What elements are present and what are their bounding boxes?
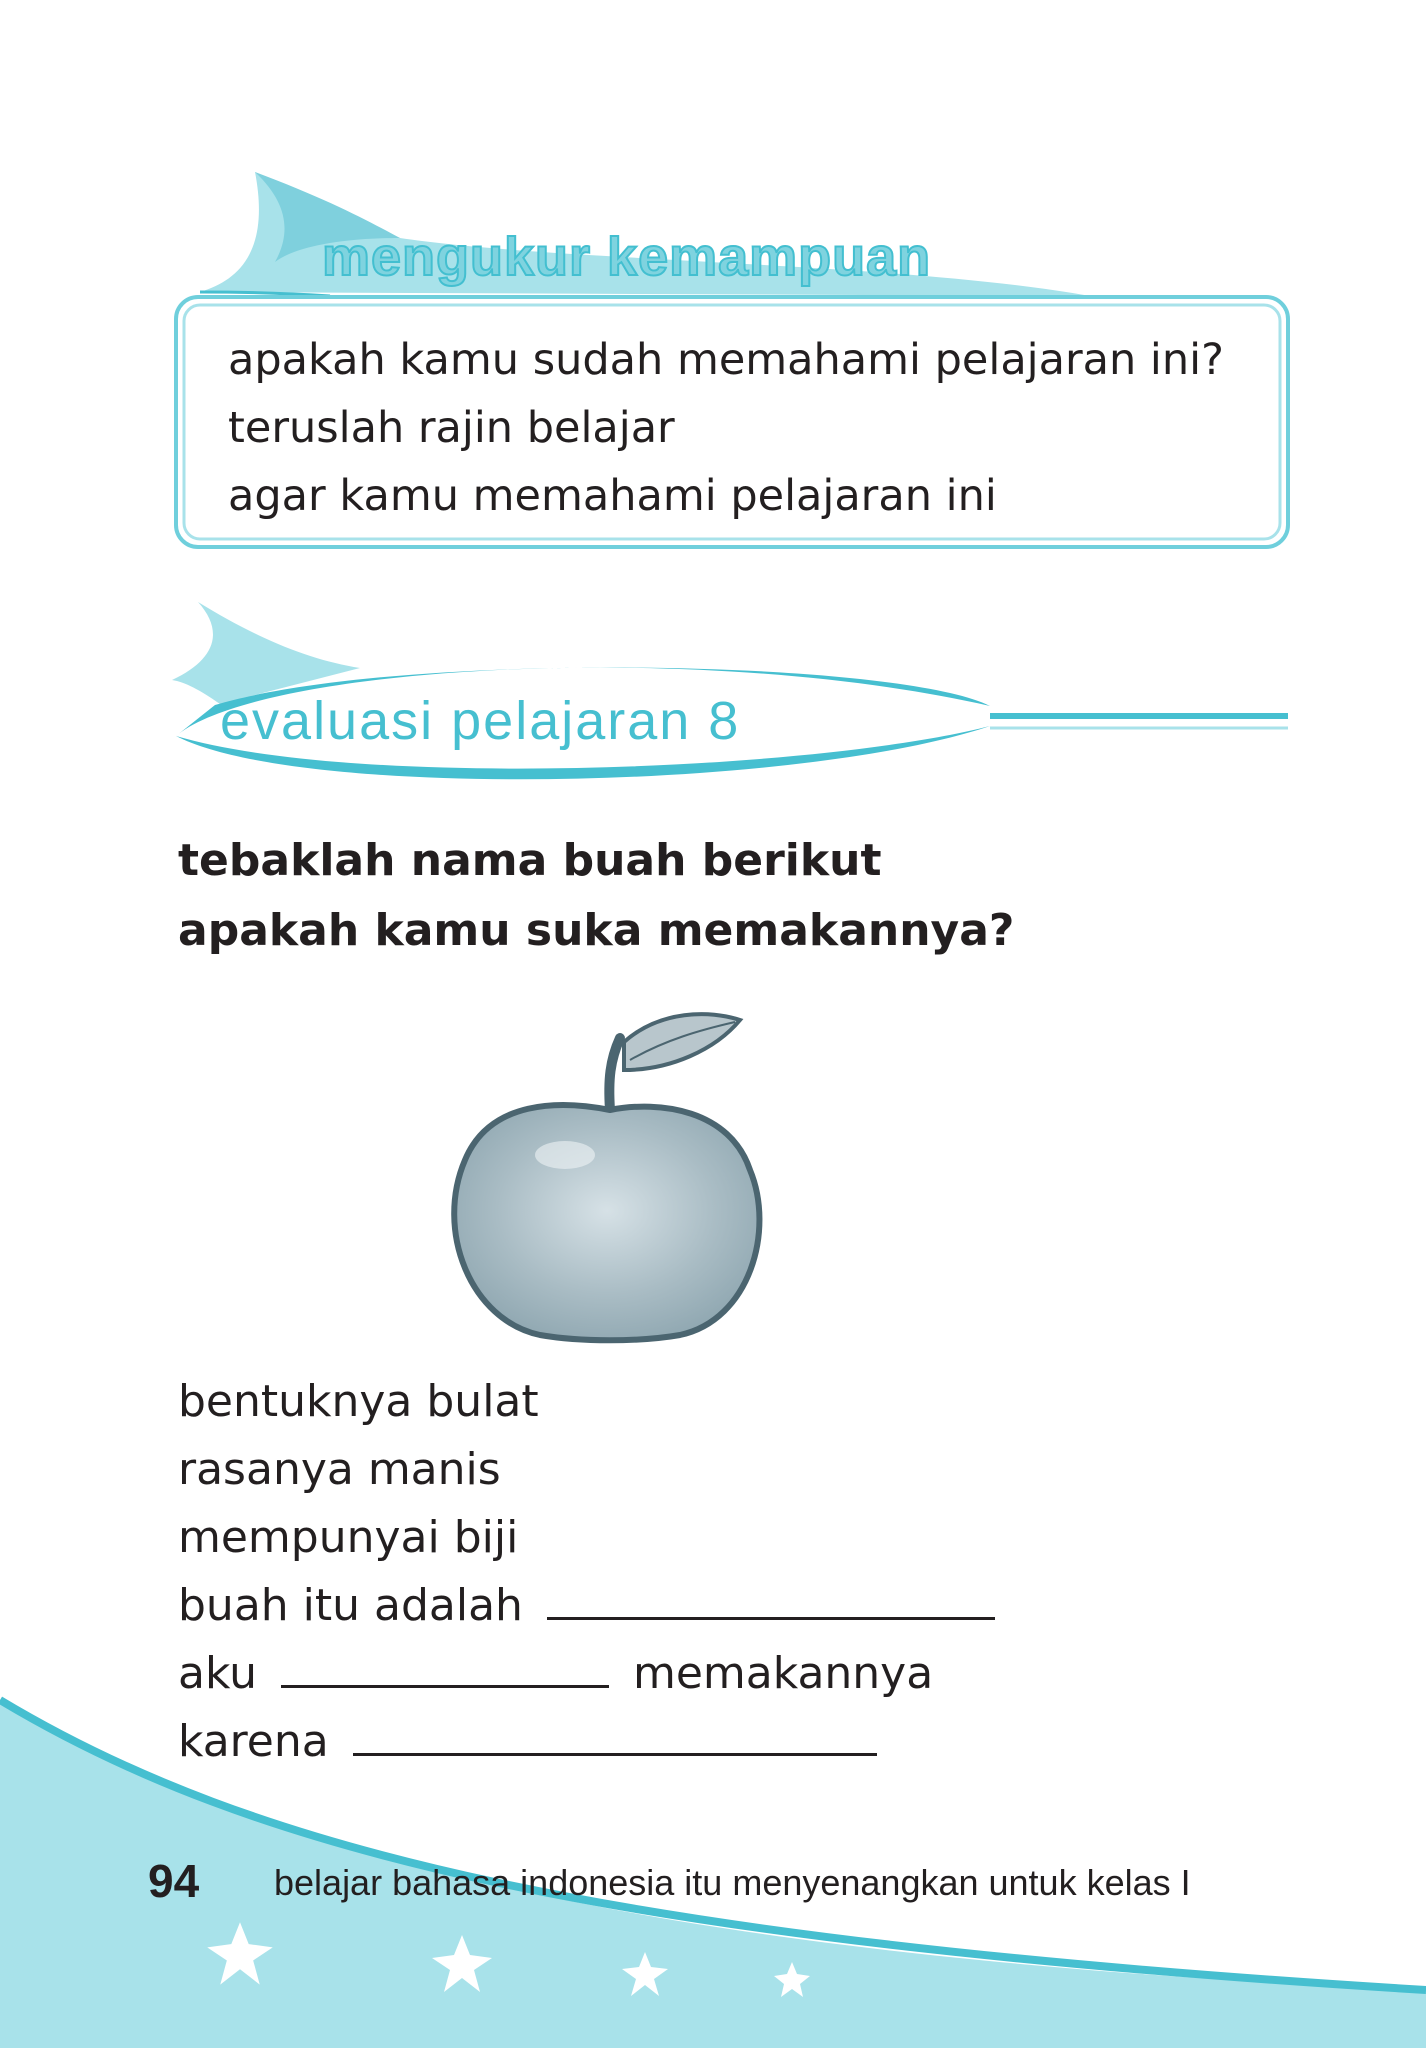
answer-label: buah itu adalah bbox=[178, 1580, 523, 1631]
answer-line bbox=[178, 1572, 995, 1640]
answer-blank[interactable] bbox=[547, 1577, 995, 1620]
clue-shape: bentuknya bulat bbox=[178, 1376, 539, 1427]
clue-seed: mempunyai biji bbox=[178, 1512, 519, 1563]
like-label: aku bbox=[178, 1648, 257, 1699]
assessment-line: teruslah rajin belajar bbox=[228, 403, 675, 453]
like-blank[interactable] bbox=[281, 1645, 609, 1688]
question-block bbox=[178, 826, 1014, 966]
footer-text: belajar bahasa indonesia itu menyenangkan untuk kelas I bbox=[274, 1862, 1191, 1903]
assessment-title: mengukur kemampuan bbox=[322, 227, 932, 287]
page-number: 94 bbox=[148, 1855, 200, 1907]
reason-blank[interactable] bbox=[353, 1713, 877, 1756]
like-suffix: memakannya bbox=[632, 1648, 934, 1699]
question-line: apakah kamu suka memakannya? bbox=[178, 905, 1015, 956]
evaluation-title: evaluasi pelajaran 8 bbox=[220, 691, 741, 751]
assessment-line: agar kamu memahami pelajaran ini bbox=[228, 471, 997, 521]
question-line: tebaklah nama buah berikut bbox=[178, 835, 882, 886]
like-line bbox=[178, 1640, 995, 1708]
clue-taste: rasanya manis bbox=[178, 1444, 501, 1495]
reason-line bbox=[178, 1708, 995, 1776]
apple-icon bbox=[410, 1000, 810, 1360]
clue-block bbox=[178, 1368, 995, 1776]
assessment-text bbox=[228, 326, 1224, 530]
reason-label: karena bbox=[178, 1716, 329, 1767]
assessment-line: apakah kamu sudah memahami pelajaran ini? bbox=[228, 335, 1224, 385]
